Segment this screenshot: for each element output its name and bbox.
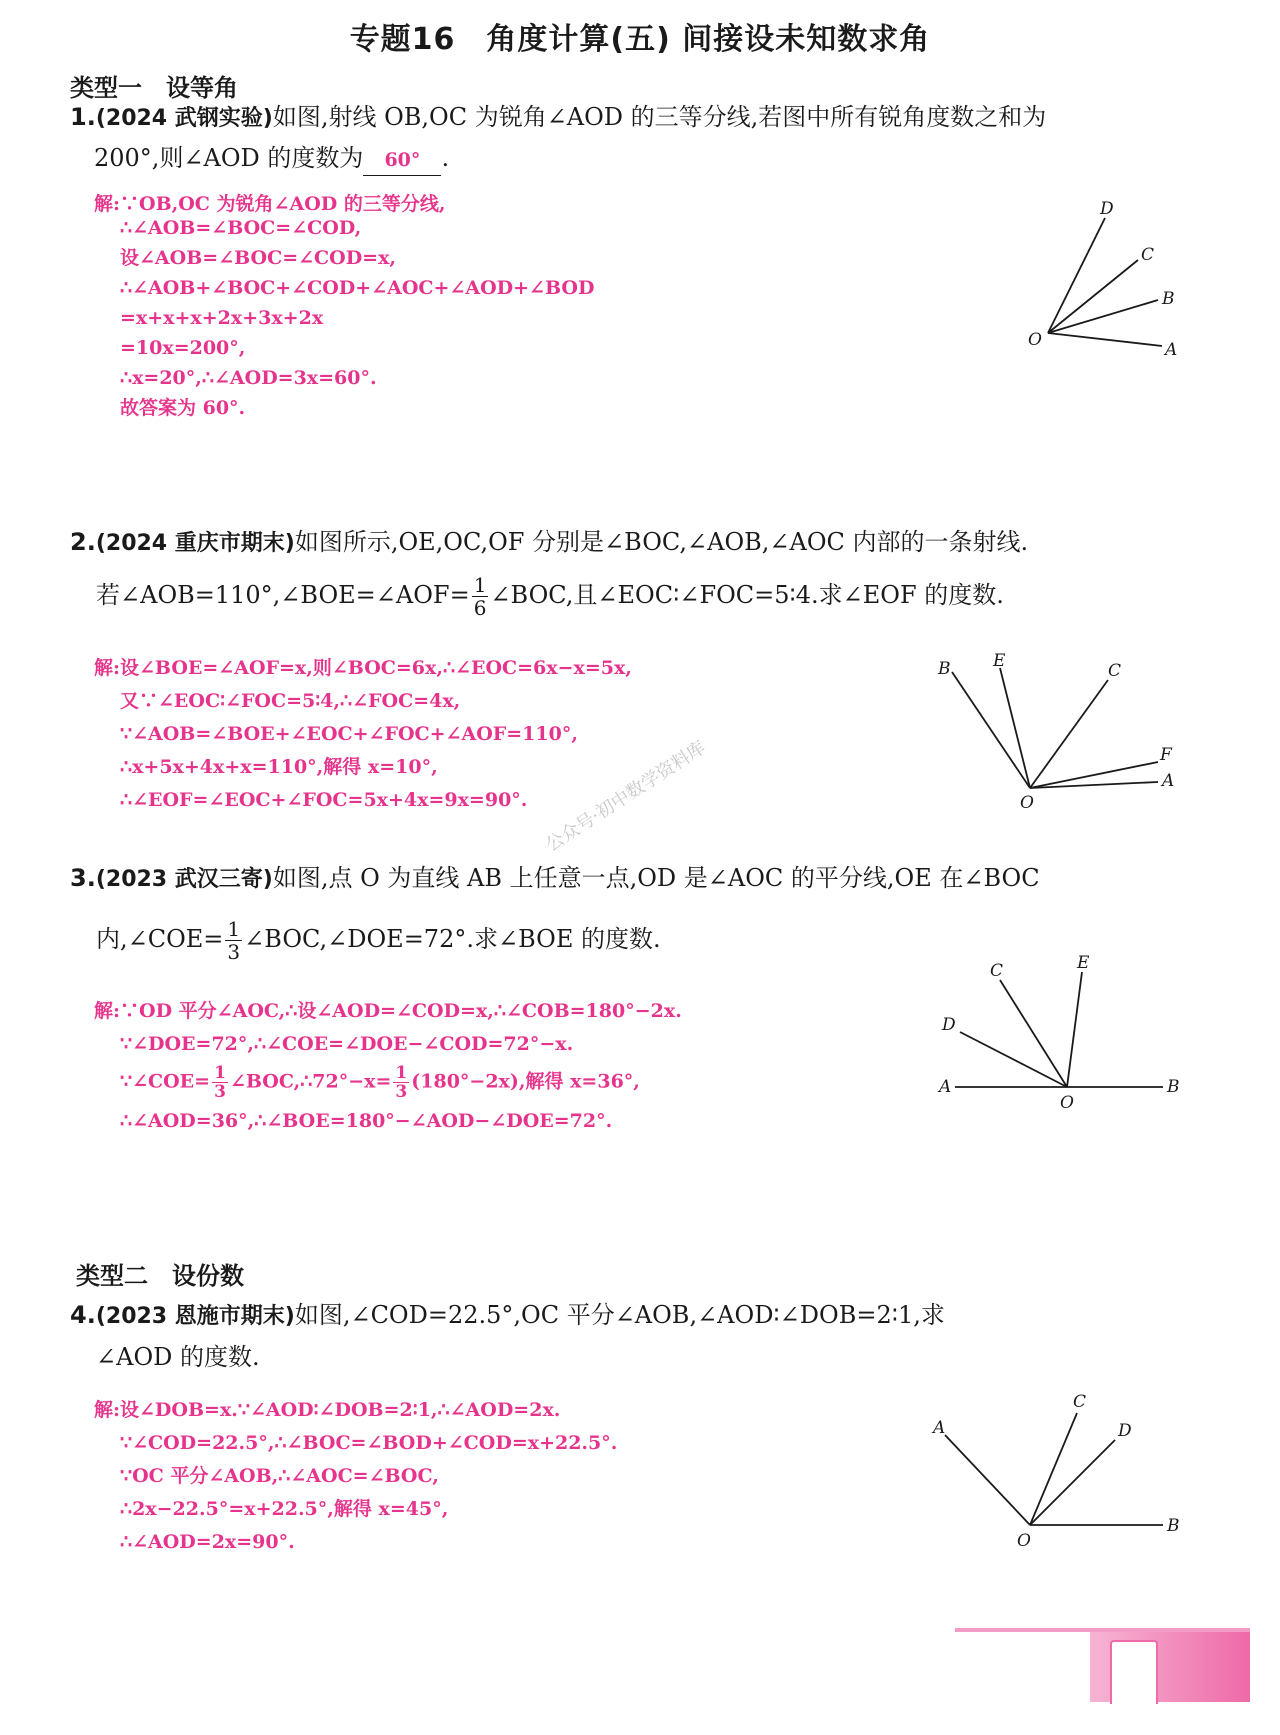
label-b: B	[1167, 1077, 1180, 1097]
problem-text: 如图,∠COD=22.5°,OC 平分∠AOB,∠AOD∶∠DOB=2∶1,求	[294, 1301, 945, 1329]
problem-text: 如图,点 O 为直线 AB 上任意一点,OD 是∠AOC 的平分线,OE 在∠BOC	[272, 864, 1040, 892]
solution-line: ∴∠EOF=∠EOC+∠FOC=5x+4x=9x=90°.	[120, 789, 528, 811]
problem-text: ∠BOC,∠DOE=72°.求∠BOE 的度数.	[244, 925, 661, 953]
solution-line: ∴x+5x+4x+x=110°,解得 x=10°,	[120, 756, 438, 778]
solution-line: ∴∠AOD=2x=90°.	[120, 1531, 295, 1553]
solution-line: 解:∵OD 平分∠AOC,∴设∠AOD=∠COD=x,∴∠COB=180°−2x.	[94, 1000, 682, 1022]
solution-line: ∴∠AOD=36°,∴∠BOE=180°−∠AOD−∠DOE=72°.	[120, 1110, 613, 1132]
problem-text: ∠AOD 的度数.	[96, 1343, 260, 1371]
answer-blank: 60°	[363, 145, 441, 176]
problem-number: 2.	[70, 528, 96, 556]
problem-source: (2024 重庆市期末)	[95, 531, 295, 556]
solution-line: ∵∠COD=22.5°,∴∠BOC=∠BOD+∠COD=x+22.5°.	[120, 1432, 618, 1454]
ray-oa	[945, 1435, 1030, 1525]
label-c: C	[1108, 661, 1122, 681]
page-title: 专题16 角度计算(五) 间接设未知数求角	[349, 22, 931, 57]
problem-number: 3.	[70, 864, 96, 892]
ray-oc	[1000, 980, 1067, 1087]
numerator: 1	[395, 1063, 408, 1083]
label-d: D	[1100, 200, 1114, 219]
solution-line: ∵∠AOB=∠BOE+∠EOC+∠FOC+∠AOF=110°,	[120, 723, 578, 745]
label-d: D	[1118, 1421, 1132, 1441]
problem-3-line-2	[96, 918, 661, 963]
solution-text: (180°−2x),解得 x=36°,	[411, 1070, 640, 1093]
label-c: C	[1141, 245, 1155, 265]
figure-3	[935, 950, 1185, 1120]
solution-1	[94, 192, 594, 420]
problem-1-line-1	[70, 102, 1046, 134]
label-c: C	[990, 961, 1004, 981]
problem-text: .	[441, 144, 450, 172]
solution-text: ∠BOC,∴72°−x=	[229, 1070, 392, 1093]
label-c: C	[1073, 1392, 1087, 1412]
solution-4	[94, 1398, 617, 1554]
denominator: 6	[473, 596, 487, 620]
ray-od	[1030, 1440, 1115, 1525]
fraction	[212, 1064, 228, 1101]
label-d: D	[942, 1015, 956, 1035]
solution-line: =10x=200°,	[120, 337, 246, 359]
label-a: A	[933, 1418, 946, 1438]
label-a: A	[1165, 340, 1178, 360]
ray-oa	[1048, 333, 1162, 346]
problem-text: 200°,则∠AOD 的度数为	[94, 144, 364, 172]
solution-line: ∴∠AOB+∠BOC+∠COD+∠AOC+∠AOD+∠BOD	[120, 277, 595, 299]
solution-text: ∵∠COE=	[120, 1070, 211, 1093]
denominator: 3	[227, 940, 241, 964]
label-o: O	[1028, 330, 1042, 350]
problem-text: ∠BOC,且∠EOC∶∠FOC=5∶4.求∠EOF 的度数.	[490, 581, 1004, 609]
numerator: 1	[227, 917, 241, 941]
numerator: 1	[473, 573, 487, 597]
ray-od	[1048, 218, 1105, 333]
problem-1-line-2	[94, 143, 449, 176]
problem-text: 如图,射线 OB,OC 为锐角∠AOD 的三等分线,若图中所有锐角度数之和为	[272, 103, 1047, 131]
solution-line: 故答案为 60°.	[120, 397, 246, 419]
label-f: F	[1160, 745, 1172, 765]
figure-1	[1010, 200, 1190, 360]
denominator: 3	[214, 1082, 226, 1102]
section-heading-type-two: 类型二 设份数	[76, 1262, 244, 1290]
ray-oc	[1030, 1413, 1077, 1525]
ray-oc	[1030, 680, 1108, 788]
label-o: O	[1017, 1531, 1031, 1550]
solution-line: =x+x+x+2x+3x+2x	[120, 307, 324, 329]
label-a: A	[939, 1077, 952, 1097]
label-e: E	[993, 651, 1006, 671]
solution-2	[94, 656, 632, 812]
problem-number: 4.	[70, 1301, 96, 1329]
ray-ob	[1048, 300, 1158, 333]
problem-2-line-2	[96, 574, 1004, 619]
solution-line: ∴∠AOB=∠BOC=∠COD,	[120, 217, 362, 239]
ray-oe	[1000, 668, 1030, 788]
section-heading-type-one: 类型一 设等角	[70, 74, 238, 102]
fraction	[225, 918, 242, 963]
footer-tab	[1110, 1640, 1158, 1704]
solution-line: 又∵∠EOC∶∠FOC=5∶4,∴∠FOC=4x,	[120, 690, 461, 712]
solution-line: ∵∠DOE=72°,∴∠COE=∠DOE−∠COD=72°−x.	[120, 1033, 574, 1055]
ray-ob	[952, 672, 1030, 788]
problem-source: (2024 武钢实验)	[95, 106, 273, 131]
problem-text: 内,∠COE=	[96, 925, 224, 953]
figure-2	[930, 650, 1180, 810]
fraction	[393, 1064, 409, 1101]
solution-line: 解:∵OB,OC 为锐角∠AOD 的三等分线,	[94, 193, 446, 215]
figure-4	[915, 1385, 1185, 1550]
solution-3	[94, 999, 682, 1133]
label-b: B	[1162, 289, 1175, 309]
problem-4-line-1	[70, 1300, 945, 1332]
problem-3-line-1	[70, 863, 1040, 895]
label-o: O	[1020, 793, 1034, 810]
numerator: 1	[214, 1063, 226, 1083]
problem-text: 如图所示,OE,OC,OF 分别是∠BOC,∠AOB,∠AOC 内部的一条射线.	[294, 528, 1029, 556]
label-b: B	[938, 659, 951, 679]
label-e: E	[1077, 953, 1090, 973]
solution-line	[94, 1064, 682, 1101]
problem-number: 1.	[70, 103, 96, 131]
ray-od	[960, 1032, 1067, 1087]
problem-4-line-2	[96, 1342, 260, 1372]
solution-line: 设∠AOB=∠BOC=∠COD=x,	[120, 247, 397, 269]
problem-text: 若∠AOB=110°,∠BOE=∠AOF=	[96, 581, 470, 609]
problem-2-line-1	[70, 527, 1028, 559]
watermark: 公众号·初中数学资料库	[542, 737, 710, 856]
solution-line: ∴x=20°,∴∠AOD=3x=60°.	[120, 367, 377, 389]
fraction	[472, 574, 489, 619]
label-o: O	[1060, 1093, 1074, 1113]
label-a: A	[1162, 771, 1175, 791]
solution-line: 解:设∠DOB=x.∵∠AOD∶∠DOB=2∶1,∴∠AOD=2x.	[94, 1399, 561, 1421]
denominator: 3	[395, 1082, 408, 1102]
label-b: B	[1167, 1516, 1180, 1536]
ray-oc	[1048, 260, 1138, 333]
problem-source: (2023 恩施市期末)	[95, 1304, 295, 1329]
solution-line: 解:设∠BOE=∠AOF=x,则∠BOC=6x,∴∠EOC=6x−x=5x,	[94, 657, 632, 679]
solution-line: ∵OC 平分∠AOB,∴∠AOC=∠BOC,	[120, 1465, 439, 1487]
problem-source: (2023 武汉三寄)	[95, 867, 273, 892]
solution-line: ∴2x−22.5°=x+22.5°,解得 x=45°,	[120, 1498, 449, 1520]
ray-oe	[1067, 972, 1082, 1087]
